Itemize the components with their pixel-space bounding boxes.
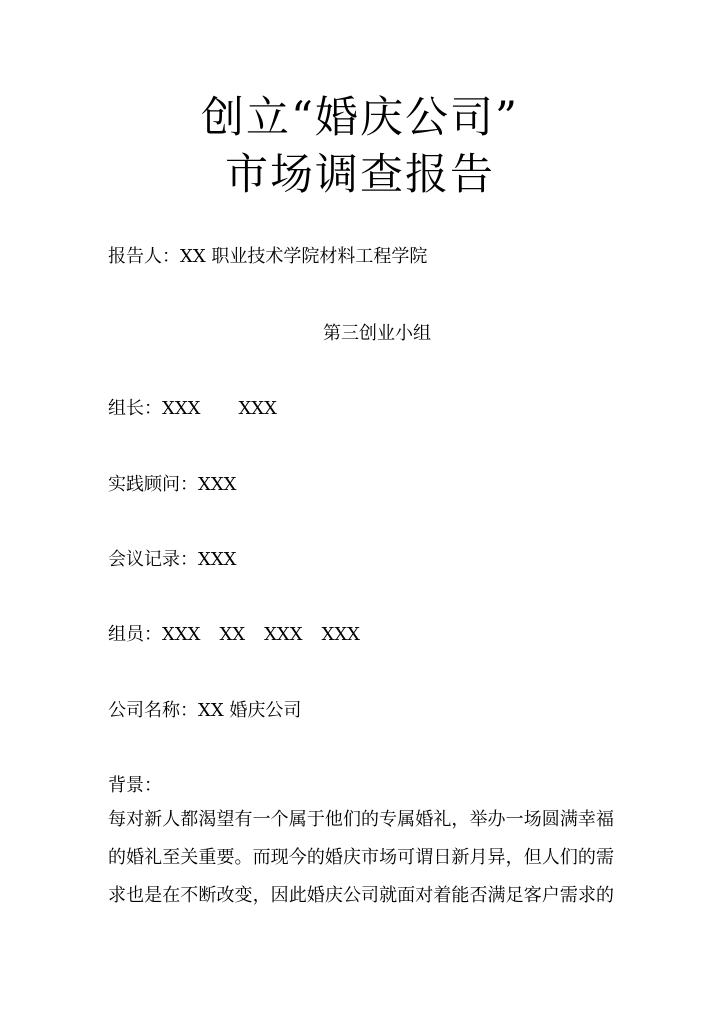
reporter-label: 报告人： [108,246,180,267]
leaders-line [108,396,277,422]
document-title-line-2: 市场调查报告 [225,150,495,200]
company-line [108,698,301,724]
company-value: XX 婚庆公司 [198,700,302,721]
minutes-value: XXX [198,549,237,570]
document-title-line-1: 创立“婚庆公司” [201,93,519,143]
background-heading: 背景： [108,775,162,796]
members-line [108,622,360,648]
advisor-value: XXX [198,474,237,495]
reporter-value: XX 职业技术学院材料工程学院 [180,246,428,267]
advisor-line [108,472,236,498]
company-label: 公司名称： [108,700,198,721]
minutes-line [108,547,236,573]
background-paragraph-line: 每对新人都渴望有一个属于他们的专属婚礼，举办一场圆满幸福 [108,809,614,830]
leader-name: XXX [162,398,201,419]
minutes-label: 会议记录： [108,549,198,570]
background-paragraph-line: 求也是在不断改变，因此婚庆公司就面对着能否满足客户需求的 [108,885,614,906]
member-name: XXX [321,624,360,645]
member-name: XXX [264,624,303,645]
background-paragraph-line: 的婚礼至关重要。而现今的婚庆市场可谓日新月异，但人们的需 [108,847,614,868]
member-name: XXX [162,624,201,645]
group-name: 第三创业小组 [323,323,431,344]
leaders-label: 组长： [108,398,162,419]
reporter-line [108,244,427,270]
member-name: XX [219,624,246,645]
leader-name: XXX [238,398,277,419]
advisor-label: 实践顾问： [108,474,198,495]
members-label: 组员： [108,624,162,645]
